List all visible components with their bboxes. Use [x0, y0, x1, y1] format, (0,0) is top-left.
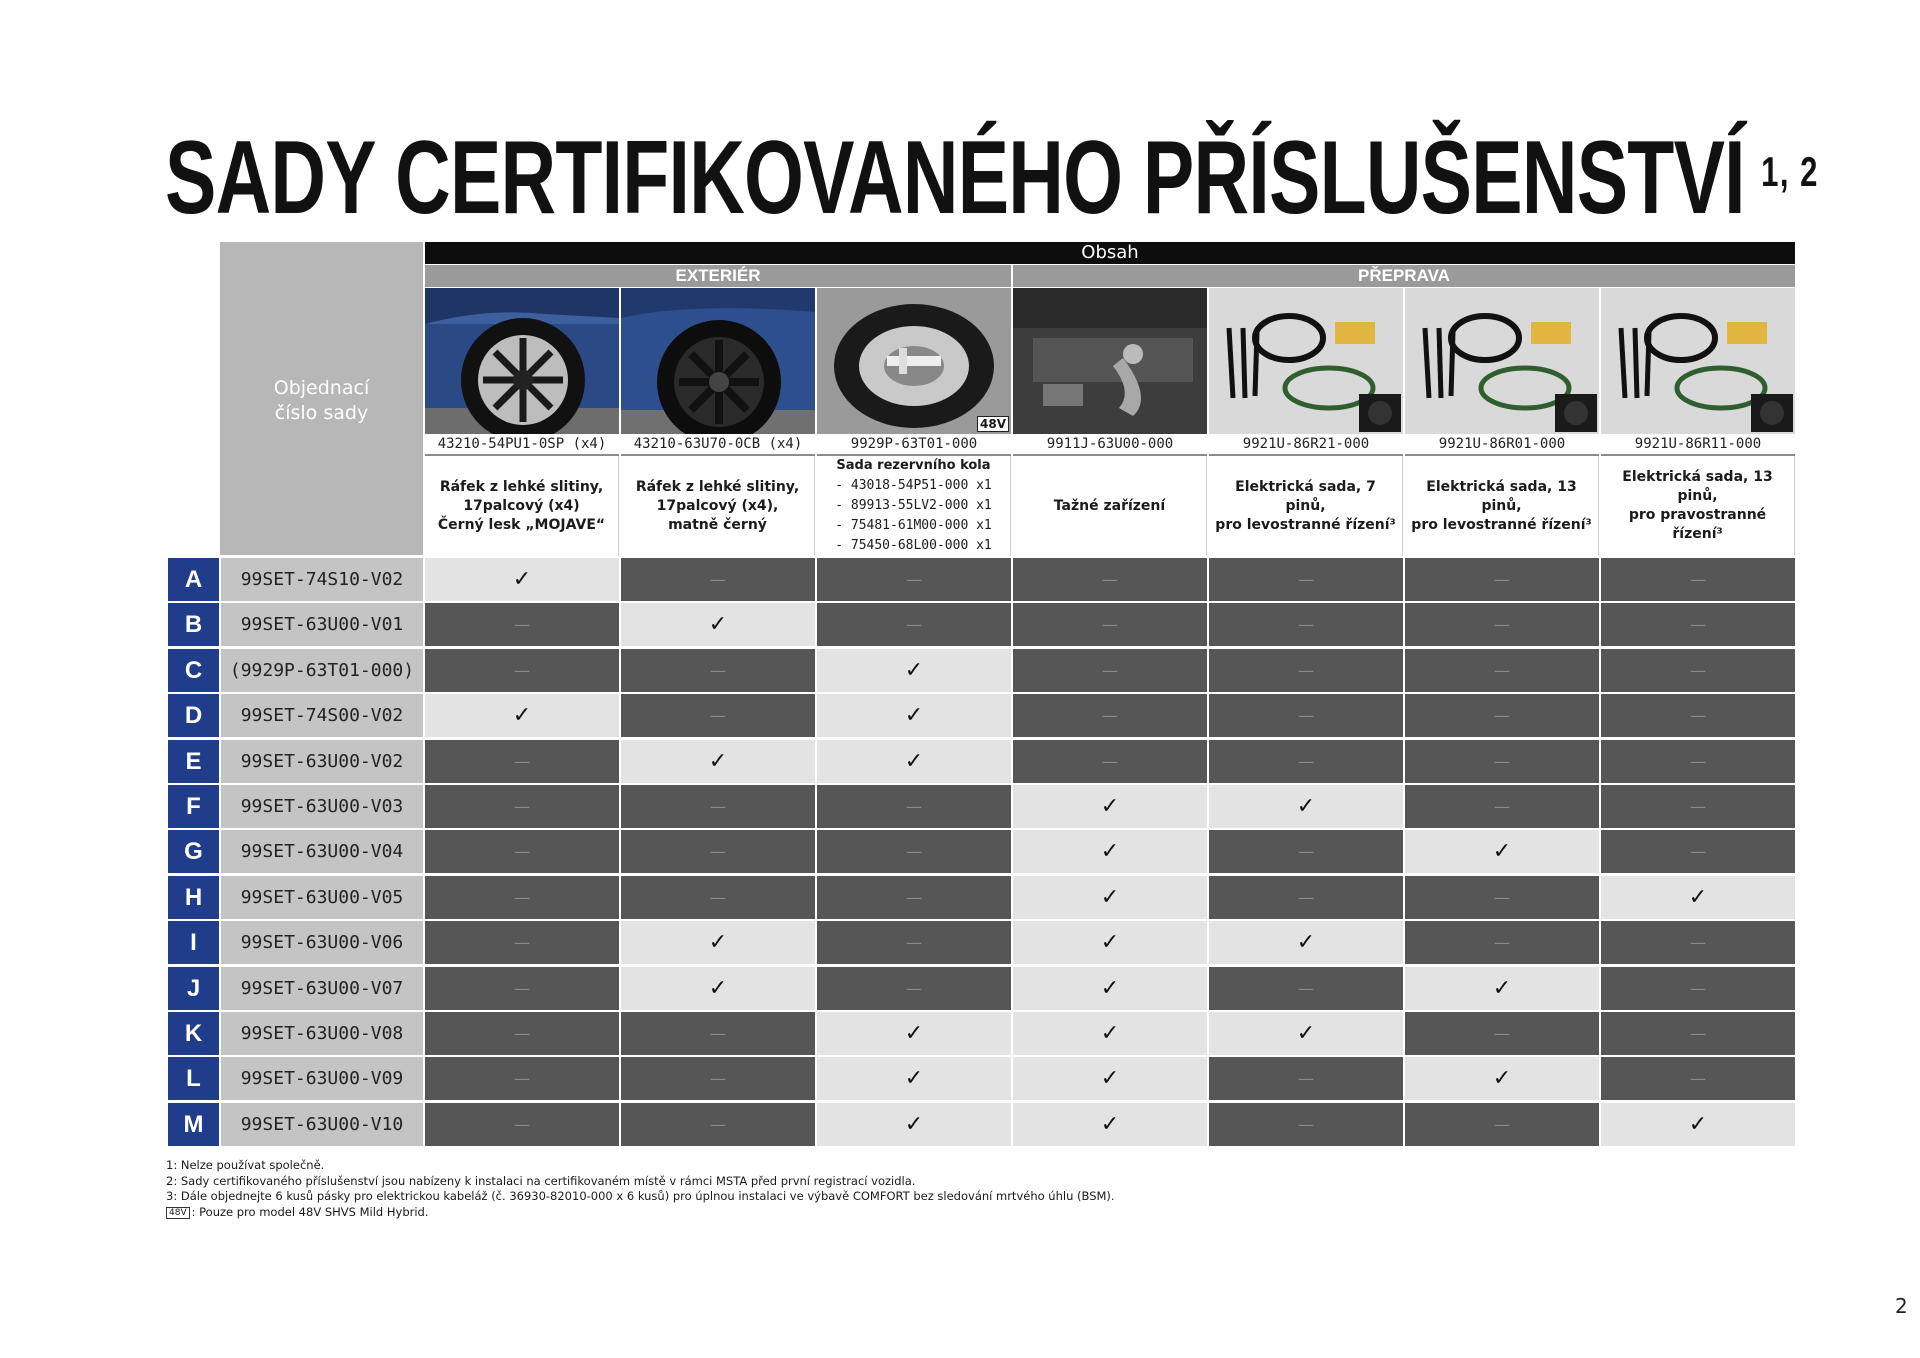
not-included-cell [1209, 830, 1403, 873]
description-text: Ráfek z lehké slitiny, 17palcový (x4) Černý lesk „MOJAVE“ [437, 478, 606, 533]
dash-icon: — [514, 979, 530, 998]
dash-icon: — [710, 1115, 726, 1134]
check-icon: ✓ [1296, 794, 1316, 819]
check-icon: ✓ [1492, 839, 1512, 864]
dash-icon: — [1298, 570, 1314, 589]
included-check-cell [1405, 830, 1599, 873]
order-number-label: Objednací číslo sady [273, 377, 370, 424]
kit-order-number [221, 603, 423, 646]
not-included-cell [1405, 603, 1599, 646]
not-included-cell [1405, 785, 1599, 828]
not-included-cell [1405, 740, 1599, 783]
check-icon: ✓ [1296, 930, 1316, 955]
dash-icon: — [710, 842, 726, 861]
product-image-4 [1013, 288, 1207, 434]
included-check-cell [1601, 1103, 1795, 1146]
not-included-cell [425, 967, 619, 1010]
kit-letter-J [168, 967, 219, 1010]
dash-icon: — [906, 570, 922, 589]
part-number-text: 9921U-86R01-000 [1438, 436, 1566, 452]
kit-letter-text: D [184, 701, 203, 729]
not-included-cell [1405, 921, 1599, 964]
included-check-cell [1013, 1057, 1207, 1100]
kit-letter-text: C [184, 656, 203, 684]
footnotes [166, 1158, 1115, 1220]
included-check-cell [425, 558, 619, 601]
kit-order-number [221, 876, 423, 919]
part-number-3 [817, 434, 1011, 456]
description-4 [1013, 456, 1207, 556]
kit-order-number [221, 649, 423, 692]
check-icon: ✓ [1100, 930, 1120, 955]
footnote-3: 3: Dále objednejte 6 kusů pásky pro elektrickou kabeláž (č. 36930-82010-000 x 6 kusů) pro úplnou instalaci ve výbavě COMFORT bez sledování mrtvého úhlu (BSM). [166, 1189, 1115, 1203]
dash-icon: — [514, 1115, 530, 1134]
dash-icon: — [1102, 570, 1118, 589]
kit-letter-text: L [186, 1064, 201, 1092]
dash-icon: — [1298, 1115, 1314, 1134]
spare-kit-title: Sada rezervního kola [836, 458, 991, 473]
not-included-cell [425, 785, 619, 828]
dash-icon: — [906, 842, 922, 861]
dash-icon: — [1494, 706, 1510, 725]
title-footnote-ref: 1, 2 [1761, 148, 1819, 195]
kit-order-number [221, 921, 423, 964]
included-check-cell [1209, 921, 1403, 964]
check-icon: ✓ [1100, 839, 1120, 864]
included-check-cell [1013, 830, 1207, 873]
kit-order-number-text: 99SET-74S00-V02 [240, 705, 404, 726]
included-check-cell [1209, 785, 1403, 828]
included-check-cell [621, 921, 815, 964]
dash-icon: — [1102, 661, 1118, 680]
kit-order-number [221, 558, 423, 601]
dash-icon: — [514, 1024, 530, 1043]
check-icon: ✓ [904, 703, 924, 728]
kit-letter-text: K [184, 1019, 203, 1047]
not-included-cell [1209, 558, 1403, 601]
kit-letter-text: M [183, 1110, 204, 1138]
kit-letter-H [168, 876, 219, 919]
kit-letter-text: B [184, 610, 203, 638]
product-image-5 [1209, 288, 1403, 434]
included-check-cell [1405, 967, 1599, 1010]
footnote-1: 1: Nelze používat společně. [166, 1158, 325, 1172]
included-check-cell [817, 1012, 1011, 1055]
description-6 [1405, 456, 1599, 556]
not-included-cell [1013, 649, 1207, 692]
kit-order-number [221, 1057, 423, 1100]
description-text: Elektrická sada, 13 pinů, pro pravostranné řízení³ [1622, 469, 1773, 542]
part-number-6 [1405, 434, 1599, 456]
check-icon: ✓ [708, 976, 728, 1001]
dash-icon: — [906, 979, 922, 998]
part-number-text: 9929P-63T01-000 [850, 436, 978, 452]
check-icon: ✓ [1492, 1066, 1512, 1091]
page-number: 2 [1895, 1294, 1908, 1318]
kit-letter-text: H [184, 883, 203, 911]
dash-icon: — [710, 661, 726, 680]
dash-icon: — [1102, 706, 1118, 725]
included-check-cell [817, 740, 1011, 783]
spare-kit-item: - 75450-68L00-000 x1 [835, 538, 992, 553]
product-image-3 [817, 288, 1011, 434]
not-included-cell [1209, 967, 1403, 1010]
not-included-cell [1209, 694, 1403, 737]
not-included-cell [1601, 740, 1795, 783]
exterior-label: EXTERIÉR [675, 266, 761, 285]
footnote-2: 2: Sady certifikovaného příslušenství jsou nabízeny k instalaci na certifikovaném místě v rámci MSTA před první registrací vozidla. [166, 1173, 916, 1188]
not-included-cell [621, 558, 815, 601]
description-3 [817, 456, 1011, 556]
not-included-cell [1405, 694, 1599, 737]
not-included-cell [621, 785, 815, 828]
not-included-cell [621, 876, 815, 919]
kit-letter-M [168, 1103, 219, 1146]
contents-header [425, 242, 1795, 264]
part-number-7 [1601, 434, 1795, 456]
not-included-cell [1209, 603, 1403, 646]
not-included-cell [425, 1103, 619, 1146]
dash-icon: — [1298, 1069, 1314, 1088]
dash-icon: — [710, 570, 726, 589]
description-text: Tažné zařízení [1053, 497, 1166, 514]
kit-order-number-text: 99SET-63U00-V10 [240, 1114, 404, 1135]
contents-label: Obsah [1081, 242, 1139, 263]
kit-letter-text: I [190, 928, 197, 956]
dash-icon: — [514, 1069, 530, 1088]
check-icon: ✓ [708, 612, 728, 637]
kit-order-number [221, 1103, 423, 1146]
not-included-cell [817, 876, 1011, 919]
not-included-cell [621, 830, 815, 873]
not-included-cell [1405, 649, 1599, 692]
kit-order-number [221, 1012, 423, 1055]
included-check-cell [817, 1057, 1011, 1100]
kit-order-number [221, 785, 423, 828]
included-check-cell [1601, 876, 1795, 919]
not-included-cell [1405, 1103, 1599, 1146]
dash-icon: — [1298, 615, 1314, 634]
not-included-cell [621, 1057, 815, 1100]
transport-group-header [1013, 265, 1795, 287]
dash-icon: — [906, 933, 922, 952]
description-text: Elektrická sada, 7 pinů, pro levostranné řízení³ [1215, 478, 1396, 533]
not-included-cell [425, 740, 619, 783]
check-icon: ✓ [1296, 1021, 1316, 1046]
part-number-text: 43210-63U70-0CB (x4) [633, 436, 803, 452]
dash-icon: — [1494, 1024, 1510, 1043]
part-number-text: 43210-54PU1-0SP (x4) [437, 436, 607, 452]
check-icon: ✓ [512, 703, 532, 728]
footnote-48v-text: : Pouze pro model 48V SHVS Mild Hybrid. [191, 1204, 429, 1219]
not-included-cell [621, 1103, 815, 1146]
kit-letter-D [168, 694, 219, 737]
not-included-cell [1601, 830, 1795, 873]
dash-icon: — [1494, 888, 1510, 907]
dash-icon: — [1298, 842, 1314, 861]
not-included-cell [817, 603, 1011, 646]
not-included-cell [1601, 558, 1795, 601]
48v-badge: 48V [166, 1207, 190, 1219]
dash-icon: — [514, 888, 530, 907]
dash-icon: — [1690, 1069, 1706, 1088]
part-number-4 [1013, 434, 1207, 456]
kit-order-number-text: 99SET-63U00-V02 [240, 751, 404, 772]
not-included-cell [1601, 967, 1795, 1010]
page-title [165, 118, 1819, 238]
not-included-cell [1209, 740, 1403, 783]
dash-icon: — [1298, 888, 1314, 907]
not-included-cell [1405, 1012, 1599, 1055]
footnote-48v [166, 1205, 1115, 1221]
kit-letter-C [168, 649, 219, 692]
not-included-cell [1601, 694, 1795, 737]
dash-icon: — [1690, 615, 1706, 634]
check-icon: ✓ [1688, 1112, 1708, 1137]
not-included-cell [1013, 558, 1207, 601]
dash-icon: — [1494, 661, 1510, 680]
included-check-cell [1013, 876, 1207, 919]
kit-letter-F [168, 785, 219, 828]
not-included-cell [817, 967, 1011, 1010]
included-check-cell [817, 694, 1011, 737]
included-check-cell [1013, 921, 1207, 964]
dash-icon: — [514, 661, 530, 680]
not-included-cell [425, 603, 619, 646]
not-included-cell [1209, 1103, 1403, 1146]
not-included-cell [1601, 1012, 1795, 1055]
product-image-7 [1601, 288, 1795, 434]
product-image-6 [1405, 288, 1599, 434]
kit-order-number-text: 99SET-63U00-V01 [240, 614, 404, 635]
part-number-2 [621, 434, 815, 456]
product-image-2 [621, 288, 815, 434]
kit-order-number-text: 99SET-63U00-V07 [240, 978, 404, 999]
not-included-cell [1405, 876, 1599, 919]
included-check-cell [1013, 1103, 1207, 1146]
dash-icon: — [1298, 979, 1314, 998]
check-icon: ✓ [708, 749, 728, 774]
kit-order-number [221, 740, 423, 783]
kit-letter-K [168, 1012, 219, 1055]
kit-letter-E [168, 740, 219, 783]
not-included-cell [425, 876, 619, 919]
not-included-cell [621, 649, 815, 692]
check-icon: ✓ [904, 1112, 924, 1137]
check-icon: ✓ [904, 1066, 924, 1091]
dash-icon: — [1690, 797, 1706, 816]
kit-order-number-text: 99SET-63U00-V08 [240, 1023, 404, 1044]
dash-icon: — [1690, 661, 1706, 680]
not-included-cell [817, 830, 1011, 873]
kit-letter-text: E [185, 747, 202, 775]
description-text: Ráfek z lehké slitiny, 17palcový (x4), matně černý [635, 478, 800, 533]
included-check-cell [621, 603, 815, 646]
kit-letter-A [168, 558, 219, 601]
included-check-cell [425, 694, 619, 737]
kit-letter-text: G [184, 837, 203, 865]
included-check-cell [1405, 1057, 1599, 1100]
dash-icon: — [514, 842, 530, 861]
check-icon: ✓ [512, 567, 532, 592]
check-icon: ✓ [904, 749, 924, 774]
dash-icon: — [514, 752, 530, 771]
not-included-cell [1209, 1057, 1403, 1100]
kit-order-number-text: 99SET-63U00-V04 [240, 841, 404, 862]
check-icon: ✓ [708, 930, 728, 955]
kit-order-number-text: (9929P-63T01-000) [229, 660, 415, 681]
dash-icon: — [1690, 1024, 1706, 1043]
not-included-cell [1013, 603, 1207, 646]
included-check-cell [1013, 967, 1207, 1010]
check-icon: ✓ [1100, 794, 1120, 819]
description-1 [425, 456, 619, 556]
not-included-cell [817, 785, 1011, 828]
part-number-text: 9921U-86R11-000 [1634, 436, 1762, 452]
not-included-cell [1601, 785, 1795, 828]
kit-letter-L [168, 1057, 219, 1100]
dash-icon: — [1494, 752, 1510, 771]
check-icon: ✓ [1100, 976, 1120, 1001]
dash-icon: — [906, 888, 922, 907]
dash-icon: — [1690, 570, 1706, 589]
description-text: Elektrická sada, 13 pinů, pro levostranné řízení³ [1411, 478, 1592, 533]
dash-icon: — [710, 1024, 726, 1043]
dash-icon: — [710, 1069, 726, 1088]
dash-icon: — [906, 615, 922, 634]
kit-letter-I [168, 921, 219, 964]
dash-icon: — [1298, 661, 1314, 680]
kit-letter-text: J [186, 974, 201, 1002]
part-number-1 [425, 434, 619, 456]
description-5 [1209, 456, 1403, 556]
dash-icon: — [1494, 570, 1510, 589]
page-title-text: SADY CERTIFIKOVANÉHO PŘÍSLUŠENSTVÍ [165, 120, 1745, 236]
included-check-cell [1013, 785, 1207, 828]
check-icon: ✓ [1100, 1066, 1120, 1091]
not-included-cell [817, 558, 1011, 601]
kit-order-number-text: 99SET-63U00-V09 [240, 1068, 404, 1089]
kit-order-number [221, 694, 423, 737]
dash-icon: — [710, 888, 726, 907]
description-2 [621, 456, 815, 556]
not-included-cell [425, 649, 619, 692]
spare-kit-item: - 89913-55LV2-000 x1 [835, 498, 992, 513]
dash-icon: — [710, 706, 726, 725]
dash-icon: — [1494, 615, 1510, 634]
spare-kit-item: - 43018-54P51-000 x1 [835, 478, 992, 493]
check-icon: ✓ [904, 1021, 924, 1046]
not-included-cell [1013, 740, 1207, 783]
kit-letter-G [168, 830, 219, 873]
dash-icon: — [1690, 979, 1706, 998]
dash-icon: — [710, 797, 726, 816]
dash-icon: — [1690, 706, 1706, 725]
order-number-header [220, 242, 423, 555]
included-check-cell [817, 1103, 1011, 1146]
dash-icon: — [1690, 933, 1706, 952]
dash-icon: — [1298, 706, 1314, 725]
kit-order-number-text: 99SET-63U00-V06 [240, 932, 404, 953]
not-included-cell [621, 694, 815, 737]
not-included-cell [1601, 1057, 1795, 1100]
kit-order-number-text: 99SET-63U00-V03 [240, 796, 404, 817]
included-check-cell [621, 967, 815, 1010]
spare-kit-item: - 75481-61M00-000 x1 [835, 518, 992, 533]
spare-kit-contents [835, 456, 992, 556]
dash-icon: — [1298, 752, 1314, 771]
not-included-cell [425, 830, 619, 873]
not-included-cell [621, 1012, 815, 1055]
dash-icon: — [1494, 933, 1510, 952]
product-image-1 [425, 288, 619, 434]
check-icon: ✓ [1100, 885, 1120, 910]
badge-48v: 48V [977, 416, 1009, 432]
not-included-cell [425, 1012, 619, 1055]
not-included-cell [817, 921, 1011, 964]
kit-letter-B [168, 603, 219, 646]
check-icon: ✓ [1688, 885, 1708, 910]
check-icon: ✓ [1100, 1112, 1120, 1137]
transport-label: PŘEPRAVA [1358, 266, 1450, 285]
not-included-cell [1601, 649, 1795, 692]
part-number-text: 9921U-86R21-000 [1242, 436, 1370, 452]
dash-icon: — [1494, 1115, 1510, 1134]
dash-icon: — [906, 797, 922, 816]
not-included-cell [425, 921, 619, 964]
included-check-cell [621, 740, 815, 783]
not-included-cell [425, 1057, 619, 1100]
kit-order-number [221, 830, 423, 873]
not-included-cell [1601, 921, 1795, 964]
part-number-5 [1209, 434, 1403, 456]
included-check-cell [1209, 1012, 1403, 1055]
not-included-cell [1209, 649, 1403, 692]
kit-letter-text: A [184, 565, 203, 593]
dash-icon: — [514, 615, 530, 634]
included-check-cell [817, 649, 1011, 692]
check-icon: ✓ [904, 658, 924, 683]
check-icon: ✓ [1492, 976, 1512, 1001]
part-number-text: 9911J-63U00-000 [1046, 436, 1174, 452]
check-icon: ✓ [1100, 1021, 1120, 1046]
not-included-cell [1013, 694, 1207, 737]
kit-letter-text: F [186, 792, 201, 820]
kit-order-number-text: 99SET-63U00-V05 [240, 887, 404, 908]
dash-icon: — [1690, 842, 1706, 861]
dash-icon: — [1690, 752, 1706, 771]
not-included-cell [1209, 876, 1403, 919]
kit-order-number [221, 967, 423, 1010]
dash-icon: — [1102, 752, 1118, 771]
dash-icon: — [514, 797, 530, 816]
not-included-cell [1601, 603, 1795, 646]
description-7 [1601, 456, 1795, 556]
exterior-group-header [425, 265, 1011, 287]
not-included-cell [1405, 558, 1599, 601]
included-check-cell [1013, 1012, 1207, 1055]
dash-icon: — [1494, 797, 1510, 816]
dash-icon: — [1102, 615, 1118, 634]
kit-order-number-text: 99SET-74S10-V02 [240, 569, 404, 590]
dash-icon: — [514, 933, 530, 952]
